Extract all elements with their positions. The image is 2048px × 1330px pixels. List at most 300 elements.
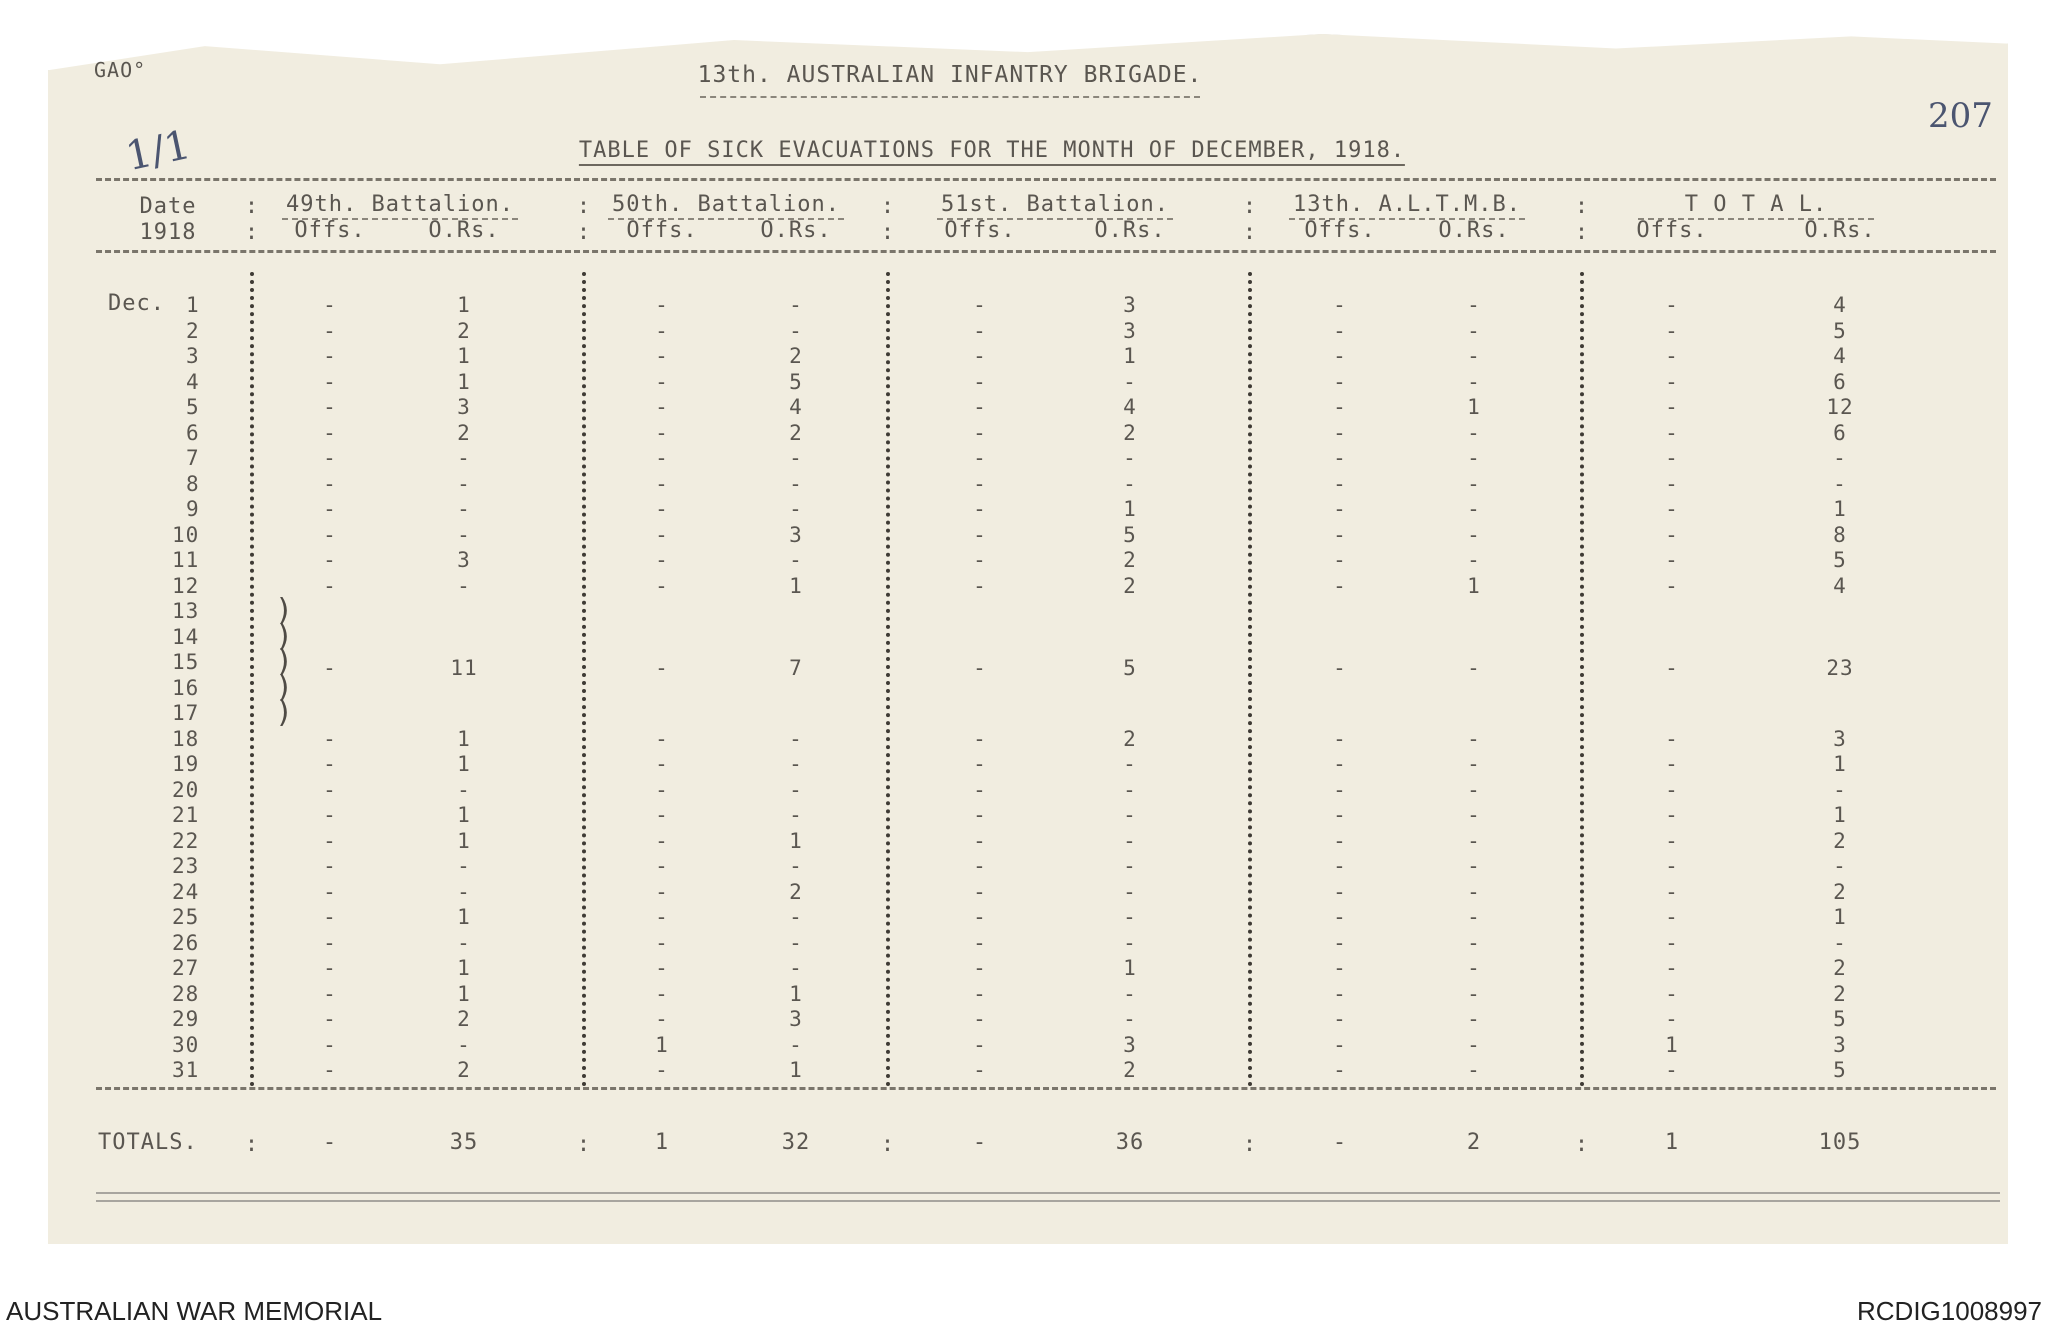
- table-cell: 2: [1833, 879, 1847, 904]
- table-cell: -: [655, 930, 669, 955]
- table-cell: -: [1333, 930, 1347, 955]
- table-cell: -: [323, 930, 337, 955]
- table-cell: -: [323, 446, 337, 470]
- bracket-mark: ): [274, 695, 294, 730]
- table-cell: 4: [1833, 344, 1847, 368]
- table-cell: 2: [457, 1058, 471, 1082]
- table-cell: -: [323, 1058, 337, 1082]
- table-cell: -: [457, 522, 471, 547]
- day-cell: 25: [172, 905, 200, 929]
- table-cell: -: [973, 548, 987, 572]
- table-cell: -: [973, 395, 987, 419]
- ors-subheader: O.Rs.: [1094, 218, 1166, 243]
- page-number: 207: [1928, 96, 1993, 136]
- reference-code: GAO°: [94, 58, 147, 82]
- day-cell: 15: [172, 650, 200, 674]
- table-cell: -: [1467, 548, 1481, 572]
- table-cell: -: [1665, 1058, 1679, 1082]
- table-cell: -: [1123, 752, 1137, 776]
- table-cell: 1: [457, 726, 471, 751]
- table-cell: -: [323, 369, 337, 394]
- table-cell: -: [973, 656, 987, 680]
- table-cell: -: [1467, 879, 1481, 904]
- day-cell: 24: [172, 879, 200, 904]
- table-cell: -: [1333, 828, 1347, 853]
- table-cell: -: [323, 879, 337, 904]
- table-cell: 2: [1833, 828, 1847, 853]
- table-cell: -: [1333, 395, 1347, 419]
- table-cell: 1: [457, 905, 471, 929]
- table-cell: -: [789, 446, 803, 470]
- table-cell: -: [655, 656, 669, 680]
- table-cell: -: [1665, 981, 1679, 1006]
- table-cell: -: [655, 854, 669, 878]
- day-cell: 2: [186, 318, 200, 343]
- table-cell: -: [1123, 879, 1137, 904]
- day-cell: 1: [186, 293, 200, 317]
- table-cell: -: [323, 656, 337, 680]
- totals-colon: :: [1574, 1132, 1590, 1157]
- table-cell: 5: [1833, 548, 1847, 572]
- table-cell: 2: [1833, 981, 1847, 1006]
- table-cell: 1: [1833, 803, 1847, 827]
- table-cell: -: [323, 573, 337, 598]
- table-cell: -: [655, 548, 669, 572]
- table-cell: -: [655, 879, 669, 904]
- table-cell: -: [789, 318, 803, 343]
- day-cell: 7: [186, 446, 200, 470]
- table-cell: -: [1333, 726, 1347, 751]
- table-cell: -: [655, 318, 669, 343]
- table-cell: -: [789, 854, 803, 878]
- table-cell: -: [973, 956, 987, 980]
- table-cell: 1: [789, 573, 803, 598]
- header-colon: :: [1242, 194, 1258, 219]
- table-cell: -: [1467, 656, 1481, 680]
- table-cell: -: [323, 318, 337, 343]
- table-cell: -: [655, 522, 669, 547]
- table-cell: -: [655, 446, 669, 470]
- table-cell: -: [973, 803, 987, 827]
- ors-subheader: O.Rs.: [1438, 218, 1510, 243]
- table-cell: -: [323, 777, 337, 802]
- table-cell: -: [1467, 726, 1481, 751]
- footer-left: AUSTRALIAN WAR MEMORIAL: [6, 1296, 383, 1326]
- table-cell: -: [1467, 497, 1481, 521]
- offs-subheader: Offs.: [944, 218, 1016, 243]
- column-colon-rule: [886, 272, 890, 1087]
- table-cell: -: [789, 548, 803, 572]
- table-cell: -: [1467, 1058, 1481, 1082]
- table-cell: 5: [1123, 656, 1137, 680]
- unit-header: 51st. Battalion.: [941, 192, 1169, 217]
- table-cell: 3: [1833, 1032, 1847, 1057]
- table-cell: -: [789, 471, 803, 496]
- table-cell: -: [457, 879, 471, 904]
- table-cell: -: [655, 344, 669, 368]
- table-cell: -: [973, 1007, 987, 1031]
- table-cell: 2: [1123, 548, 1137, 572]
- totals-colon: :: [576, 1132, 592, 1157]
- total-cell: 36: [1115, 1130, 1145, 1155]
- offs-subheader: Offs.: [626, 218, 698, 243]
- table-cell: -: [1665, 446, 1679, 470]
- table-cell: -: [457, 497, 471, 521]
- table-cell: -: [973, 573, 987, 598]
- table-cell: -: [1467, 344, 1481, 368]
- table-cell: -: [1665, 956, 1679, 980]
- bracket-mark: ): [274, 644, 294, 679]
- total-cell: 1: [1664, 1130, 1680, 1155]
- day-cell: 23: [172, 854, 200, 878]
- table-cell: -: [1467, 981, 1481, 1006]
- table-cell: 1: [457, 828, 471, 853]
- bracket-mark: ): [274, 618, 294, 654]
- table-cell: 6: [1833, 420, 1847, 445]
- table-cell: -: [1665, 293, 1679, 317]
- unit-header: 13th. A.L.T.M.B.: [1293, 192, 1521, 217]
- table-cell: -: [1467, 318, 1481, 343]
- table-cell: -: [1467, 828, 1481, 853]
- table-cell: -: [973, 369, 987, 394]
- table-cell: -: [457, 446, 471, 470]
- table-cell: -: [655, 905, 669, 929]
- table-cell: -: [1333, 471, 1347, 496]
- table-cell: -: [655, 1058, 669, 1082]
- table-cell: -: [973, 854, 987, 878]
- table-cell: 1: [1123, 956, 1137, 980]
- month-label: Dec.: [108, 291, 165, 316]
- table-cell: -: [1467, 930, 1481, 955]
- table-cell: -: [1665, 828, 1679, 853]
- day-cell: 31: [172, 1058, 200, 1082]
- table-cell: -: [323, 522, 337, 547]
- header-colon: :: [880, 194, 896, 219]
- table-cell: -: [1665, 905, 1679, 929]
- table-cell: -: [1833, 930, 1847, 955]
- table-cell: -: [323, 420, 337, 445]
- table-cell: -: [1467, 956, 1481, 980]
- bracket-mark: ): [274, 669, 294, 705]
- table-cell: -: [789, 803, 803, 827]
- table-cell: -: [1665, 1007, 1679, 1031]
- table-cell: -: [973, 905, 987, 929]
- day-cell: 3: [186, 344, 200, 368]
- table-cell: -: [655, 726, 669, 751]
- day-cell: 6: [186, 420, 200, 445]
- totals-colon: :: [880, 1132, 896, 1157]
- day-cell: 10: [172, 522, 200, 547]
- table-cell: -: [1333, 522, 1347, 547]
- offs-subheader: Offs.: [1304, 218, 1376, 243]
- table-bottom-rule: [96, 1087, 1996, 1090]
- header-colon: :: [576, 194, 592, 219]
- table-cell: -: [973, 726, 987, 751]
- table-cell: 2: [1123, 1058, 1137, 1082]
- table-cell: -: [1467, 752, 1481, 776]
- table-cell: 1: [1467, 395, 1481, 419]
- unit-header: T O T A L.: [1684, 192, 1828, 217]
- table-cell: -: [1333, 956, 1347, 980]
- table-cell: 2: [1833, 956, 1847, 980]
- table-cell: -: [973, 471, 987, 496]
- header-colon: :: [880, 220, 896, 245]
- table-cell: 2: [789, 879, 803, 904]
- table-cell: -: [323, 803, 337, 827]
- table-cell: 3: [1833, 726, 1847, 751]
- table-cell: -: [1333, 420, 1347, 445]
- table-cell: -: [655, 369, 669, 394]
- table-cell: 1: [1123, 344, 1137, 368]
- day-cell: 27: [172, 956, 200, 980]
- table-cell: -: [1123, 803, 1137, 827]
- table-cell: -: [1123, 828, 1137, 853]
- table-cell: -: [1123, 854, 1137, 878]
- table-cell: -: [1665, 344, 1679, 368]
- table-cell: 6: [1833, 369, 1847, 394]
- day-cell: 28: [172, 981, 200, 1006]
- table-cell: -: [1665, 777, 1679, 802]
- table-cell: -: [457, 854, 471, 878]
- table-cell: -: [973, 344, 987, 368]
- header-colon: :: [244, 194, 260, 219]
- table-cell: -: [655, 293, 669, 317]
- header-colon: :: [1574, 220, 1590, 245]
- offs-subheader: Offs.: [294, 218, 366, 243]
- brigade-heading: 13th. AUSTRALIAN INFANTRY BRIGADE.: [697, 62, 1203, 88]
- day-cell: 18: [172, 726, 200, 751]
- table-cell: -: [973, 446, 987, 470]
- table-cell: -: [1333, 777, 1347, 802]
- table-cell: 1: [457, 956, 471, 980]
- table-cell: -: [1467, 854, 1481, 878]
- table-cell: -: [1665, 752, 1679, 776]
- table-cell: -: [323, 1007, 337, 1031]
- table-cell: 3: [457, 548, 471, 572]
- table-cell: -: [1333, 1007, 1347, 1031]
- table-cell: -: [1333, 318, 1347, 343]
- table-cell: 7: [789, 656, 803, 680]
- date-header: Date: [139, 194, 197, 219]
- table-cell: -: [973, 930, 987, 955]
- table-cell: 3: [457, 395, 471, 419]
- day-cell: 11: [172, 548, 200, 572]
- table-cell: 23: [1826, 656, 1854, 680]
- table-cell: 4: [1833, 573, 1847, 598]
- table-cell: 2: [457, 420, 471, 445]
- table-cell: -: [1467, 420, 1481, 445]
- table-cell: 5: [789, 369, 803, 394]
- table-cell: -: [655, 956, 669, 980]
- table-cell: 1: [457, 293, 471, 317]
- unit-header: 50th. Battalion.: [612, 192, 840, 217]
- offs-subheader: Offs.: [1636, 218, 1708, 243]
- table-cell: -: [973, 497, 987, 521]
- table-cell: -: [1123, 930, 1137, 955]
- table-cell: 1: [457, 752, 471, 776]
- table-cell: -: [789, 497, 803, 521]
- table-cell: -: [789, 930, 803, 955]
- table-cell: -: [1467, 369, 1481, 394]
- day-cell: 8: [186, 471, 200, 496]
- table-cell: -: [1665, 497, 1679, 521]
- handwritten-mark: 1/1: [121, 121, 195, 181]
- day-cell: 5: [186, 395, 200, 419]
- table-cell: -: [1665, 573, 1679, 598]
- table-cell: -: [323, 956, 337, 980]
- table-cell: 1: [1833, 497, 1847, 521]
- table-cell: 1: [789, 1058, 803, 1082]
- total-cell: 35: [449, 1130, 479, 1155]
- table-cell: -: [1467, 293, 1481, 317]
- table-cell: 2: [789, 420, 803, 445]
- table-cell: -: [1665, 930, 1679, 955]
- ors-subheader: O.Rs.: [760, 218, 832, 243]
- table-cell: -: [1333, 854, 1347, 878]
- table-cell: -: [323, 981, 337, 1006]
- table-cell: -: [655, 828, 669, 853]
- table-cell: -: [323, 854, 337, 878]
- table-title: TABLE OF SICK EVACUATIONS FOR THE MONTH OF DECEMBER, 1918.: [579, 138, 1405, 166]
- table-cell: -: [973, 879, 987, 904]
- totals-label: TOTALS.: [98, 1130, 198, 1155]
- total-cell: -: [972, 1130, 988, 1155]
- column-colon-rule: [1580, 272, 1584, 1087]
- table-cell: -: [1333, 1032, 1347, 1057]
- table-cell: 1: [1833, 905, 1847, 929]
- totals-colon: :: [244, 1132, 260, 1157]
- table-cell: -: [1333, 752, 1347, 776]
- table-cell: -: [789, 752, 803, 776]
- table-cell: -: [789, 1032, 803, 1057]
- table-cell: -: [1467, 777, 1481, 802]
- table-cell: -: [1833, 854, 1847, 878]
- table-cell: -: [973, 777, 987, 802]
- table-cell: 2: [457, 318, 471, 343]
- header-colon: :: [244, 220, 260, 245]
- table-cell: -: [1665, 420, 1679, 445]
- table-cell: -: [1333, 344, 1347, 368]
- table-cell: -: [1467, 1032, 1481, 1057]
- table-cell: -: [1467, 446, 1481, 470]
- day-cell: 22: [172, 828, 200, 853]
- table-cell: -: [457, 573, 471, 598]
- table-cell: -: [1467, 522, 1481, 547]
- table-cell: -: [323, 548, 337, 572]
- table-cell: -: [1123, 369, 1137, 394]
- table-cell: -: [973, 1032, 987, 1057]
- table-cell: -: [457, 1032, 471, 1057]
- table-cell: -: [655, 420, 669, 445]
- table-cell: 2: [1123, 573, 1137, 598]
- table-cell: 1: [655, 1032, 669, 1057]
- table-cell: -: [789, 905, 803, 929]
- table-cell: -: [655, 471, 669, 496]
- table-cell: -: [323, 726, 337, 751]
- day-cell: 16: [172, 675, 200, 700]
- totals-colon: :: [1242, 1132, 1258, 1157]
- bracket-mark: ): [274, 593, 294, 628]
- table-cell: 4: [1123, 395, 1137, 419]
- table-cell: -: [1665, 879, 1679, 904]
- table-cell: 1: [457, 803, 471, 827]
- year-header: 1918: [139, 220, 197, 245]
- table-cell: -: [1333, 369, 1347, 394]
- table-cell: 4: [789, 395, 803, 419]
- table-cell: 1: [457, 369, 471, 394]
- table-cell: -: [789, 956, 803, 980]
- table-cell: 2: [1123, 420, 1137, 445]
- table-cell: -: [1333, 548, 1347, 572]
- table-cell: -: [1467, 803, 1481, 827]
- table-cell: -: [655, 573, 669, 598]
- table-cell: -: [655, 752, 669, 776]
- table-cell: -: [1665, 854, 1679, 878]
- table-cell: 1: [1833, 752, 1847, 776]
- day-cell: 17: [172, 701, 200, 725]
- unit-header: 49th. Battalion.: [286, 192, 514, 217]
- table-cell: -: [457, 930, 471, 955]
- table-cell: -: [1123, 981, 1137, 1006]
- table-cell: -: [1665, 318, 1679, 343]
- table-cell: 1: [789, 981, 803, 1006]
- table-cell: 2: [789, 344, 803, 368]
- column-colon-rule: [1248, 272, 1252, 1087]
- table-cell: -: [655, 497, 669, 521]
- table-cell: 11: [450, 656, 478, 680]
- table-cell: -: [973, 293, 987, 317]
- table-cell: -: [1665, 369, 1679, 394]
- table-cell: -: [1333, 803, 1347, 827]
- table-cell: -: [973, 420, 987, 445]
- table-cell: -: [789, 777, 803, 802]
- table-cell: -: [973, 981, 987, 1006]
- table-cell: 3: [789, 522, 803, 547]
- table-cell: -: [1123, 446, 1137, 470]
- day-cell: 29: [172, 1007, 200, 1031]
- day-cell: 12: [172, 573, 200, 598]
- total-cell: -: [322, 1130, 338, 1155]
- table-cell: -: [1833, 471, 1847, 496]
- day-cell: 13: [172, 599, 200, 623]
- footer-right: RCDIG1008997: [1857, 1296, 2042, 1326]
- table-cell: 4: [1833, 293, 1847, 317]
- table-cell: -: [1665, 548, 1679, 572]
- table-cell: -: [789, 726, 803, 751]
- column-colon-rule: [250, 272, 254, 1087]
- table-cell: 5: [1833, 1007, 1847, 1031]
- brigade-heading-rule: [700, 96, 1200, 98]
- table-cell: -: [1833, 446, 1847, 470]
- table-cell: -: [1333, 293, 1347, 317]
- table-cell: -: [1833, 777, 1847, 802]
- table-cell: -: [1665, 656, 1679, 680]
- table-cell: -: [323, 344, 337, 368]
- table-cell: -: [457, 471, 471, 496]
- day-cell: 9: [186, 497, 200, 521]
- table-cell: -: [655, 777, 669, 802]
- table-cell: -: [323, 1032, 337, 1057]
- table-cell: 1: [1123, 497, 1137, 521]
- total-cell: 1: [654, 1130, 670, 1155]
- table-cell: 1: [789, 828, 803, 853]
- table-cell: -: [1123, 471, 1137, 496]
- day-cell: 14: [172, 624, 200, 649]
- table-cell: 1: [457, 344, 471, 368]
- table-cell: -: [973, 522, 987, 547]
- table-cell: -: [655, 1007, 669, 1031]
- table-cell: 8: [1833, 522, 1847, 547]
